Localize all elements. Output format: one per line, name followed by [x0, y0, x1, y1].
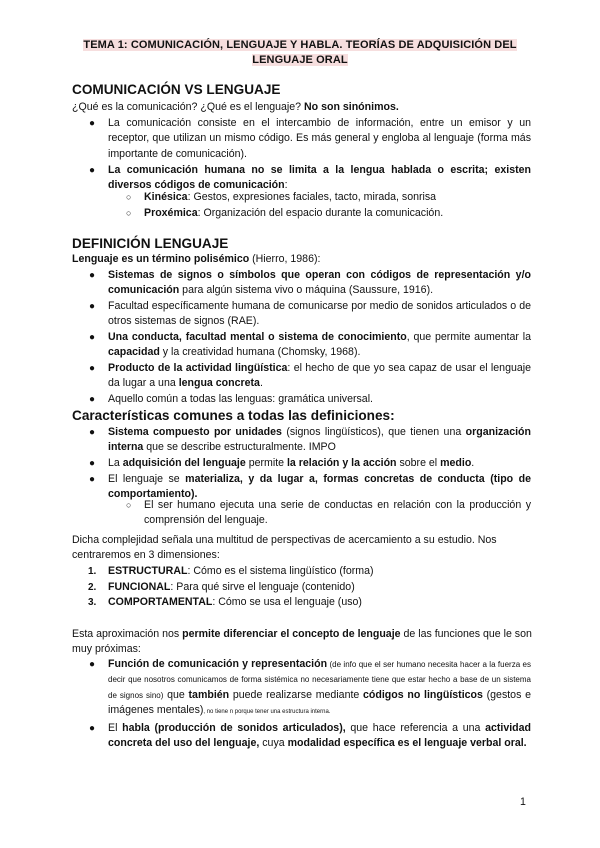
list-number: 2.: [88, 582, 97, 593]
bullet-icon: ●: [89, 118, 96, 129]
hollow-bullet-icon: ○: [126, 208, 132, 218]
document-title: TEMA 1: COMUNICACIÓN, LENGUAJE Y HABLA. TEORÍAS DE ADQUISICIÓN DEL LENGUAJE ORAL: [83, 39, 517, 66]
numbered-item: COMPORTAMENTAL: Cómo se usa el lenguaje (uso): [108, 596, 362, 608]
list-item: El lenguaje se materializa, y da lugar a, formas concretas de conducta (tipo de comportamiento).: [108, 473, 531, 501]
sub-list-item: El ser humano ejecuta una serie de conductas en relación con la producción y comprensión del lenguaje.: [144, 499, 531, 527]
section-heading-comunicacion-vs-lenguaje: COMUNICACIÓN VS LENGUAJE: [72, 82, 281, 97]
sub-list-item: Kinésica: Gestos, expresiones faciales, tacto, mirada, sonrisa: [144, 191, 437, 203]
list-number: 1.: [88, 566, 97, 577]
section1-intro: ¿Qué es la comunicación? ¿Qué es el lenguaje? No son sinónimos.: [72, 101, 399, 113]
paragraph: Dicha complejidad señala una multitud de perspectivas de acercamiento a su estudio. Nos centraremos en 3 dimensiones:: [72, 534, 497, 562]
bullet-icon: ●: [89, 427, 96, 438]
list-item: La comunicación humana no se limita a la lengua hablada o escrita; existen diversos códigos de comunicación:: [108, 164, 531, 192]
bullet-icon: ●: [89, 332, 96, 343]
list-item: Función de comunicación y representación (de info que el ser humano necesita hacer a la fuerza es decir que nosotros comunicamos de forma sistémica no necesariamente tiene que estar hecho a base de un sistema de signos sino) que también puede realizarse mediante códigos no lingüísticos (gestos e imágenes mentales), no tiene n porque tener una estructura interna.: [108, 658, 531, 717]
bullet-icon: ●: [89, 474, 96, 485]
section2-intro: Lenguaje es un término polisémico (Hierro, 1986):: [72, 253, 321, 265]
bullet-icon: ●: [89, 363, 96, 374]
bullet-icon: ●: [89, 394, 96, 405]
paragraph: Esta aproximación nos permite diferenciar el concepto de lenguaje de las funciones que le son muy próximas:: [72, 628, 532, 656]
list-item: Sistemas de signos o símbolos que operan con códigos de representación y/o comunicación para algún sistema vivo o máquina (Saussure, 1916).: [108, 269, 531, 297]
hollow-bullet-icon: ○: [126, 192, 132, 202]
numbered-item: FUNCIONAL: Para qué sirve el lenguaje (contenido): [108, 581, 355, 593]
list-item: Aquello común a todas las lenguas: gramática universal.: [108, 393, 373, 405]
list-number: 3.: [88, 597, 97, 608]
sub-list-item: Proxémica: Organización del espacio durante la comunicación.: [144, 207, 444, 219]
numbered-item: ESTRUCTURAL: Cómo es el sistema lingüístico (forma): [108, 565, 374, 577]
list-item: Producto de la actividad lingüística: el hecho de que yo sea capaz de usar el lenguaje da lugar a una lengua concreta.: [108, 362, 531, 390]
bullet-icon: ●: [89, 301, 96, 312]
page-number: 1: [520, 796, 526, 808]
list-item: Sistema compuesto por unidades (signos lingüísticos), que tienen una organización interna que se describe estructuralmente. IMPO: [108, 426, 531, 454]
section-heading-caracteristicas: Características comunes a todas las definiciones:: [72, 408, 395, 423]
list-item: El habla (producción de sonidos articulados), que hace referencia a una actividad concreta del uso del lenguaje, cuya modalidad específica es el lenguaje verbal oral.: [108, 722, 532, 750]
hollow-bullet-icon: ○: [126, 500, 132, 510]
list-item: La comunicación consiste en el intercambio de información, entre un emisor y un receptor, que utilizan un mismo código. Es más general y engloba al lenguaje (forma más importante de comunicación).: [108, 117, 531, 160]
section-heading-definicion-lenguaje: DEFINICIÓN LENGUAJE: [72, 236, 229, 251]
list-item: Facultad específicamente humana de comunicarse por medio de sonidos articulados o de otros sistemas de signos (RAE).: [108, 300, 531, 328]
bullet-icon: ●: [89, 659, 96, 670]
bullet-icon: ●: [89, 458, 96, 469]
list-item: La adquisición del lenguaje permite la relación y la acción sobre el medio.: [108, 457, 475, 469]
list-item: Una conducta, facultad mental o sistema de conocimiento, que permite aumentar la capacidad y la creatividad humana (Chomsky, 1968).: [108, 331, 531, 359]
bullet-icon: ●: [89, 270, 96, 281]
bullet-icon: ●: [89, 165, 96, 176]
bullet-icon: ●: [89, 723, 96, 734]
